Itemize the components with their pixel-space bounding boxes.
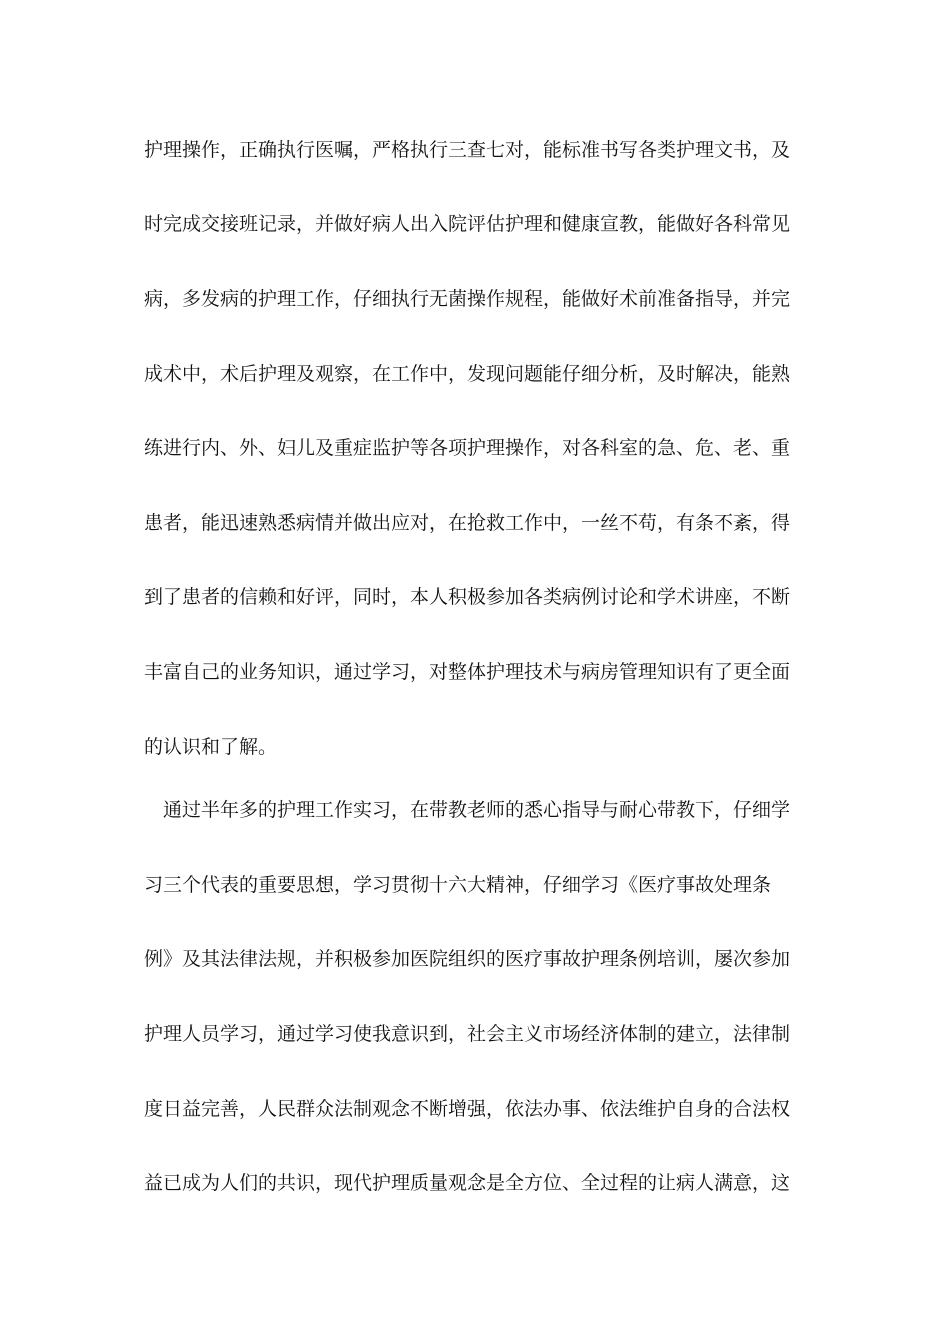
paragraph-line: 护理人员学习，通过学习使我意识到，社会主义市场经济体制的建立，法律制	[144, 1023, 791, 1045]
paragraph-line: 通过半年多的护理工作实习，在带教老师的悉心指导与耐心带教下，仔细学	[163, 799, 791, 821]
paragraph-line: 习三个代表的重要思想，学习贯彻十六大精神，仔细学习《医疗事故处理条	[144, 874, 772, 896]
paragraph-line: 护理操作，正确执行医嘱，严格执行三查七对，能标准书写各类护理文书，及	[144, 139, 791, 161]
paragraph-line: 到了患者的信赖和好评，同时，本人积极参加各类病例讨论和学术讲座，不断	[144, 586, 791, 608]
paragraph-line: 度日益完善，人民群众法制观念不断增强，依法办事、依法维护自身的合法权	[144, 1098, 791, 1120]
paragraph-line: 的认识和了解。	[144, 736, 278, 758]
paragraph-line: 病，多发病的护理工作，仔细执行无菌操作规程，能做好术前准备指导，并完	[144, 288, 791, 310]
paragraph-line: 益已成为人们的共识，现代护理质量观念是全方位、全过程的让病人满意，这	[144, 1172, 791, 1194]
paragraph-line: 患者，能迅速熟悉病情并做出应对，在抢救工作中，一丝不苟，有条不紊，得	[144, 512, 791, 534]
paragraph-line: 例》及其法律法规，并积极参加医院组织的医疗事故护理条例培训，屡次参加	[144, 948, 791, 970]
paragraph-line: 丰富自己的业务知识，通过学习，对整体护理技术与病房管理知识有了更全面	[144, 661, 791, 683]
paragraph-line: 时完成交接班记录，并做好病人出入院评估护理和健康宣教，能做好各科常见	[144, 213, 791, 235]
paragraph-line: 练进行内、外、妇儿及重症监护等各项护理操作，对各科室的急、危、老、重	[144, 437, 791, 459]
paragraph-line: 成术中，术后护理及观察，在工作中，发现问题能仔细分析，及时解决，能熟	[144, 363, 791, 385]
